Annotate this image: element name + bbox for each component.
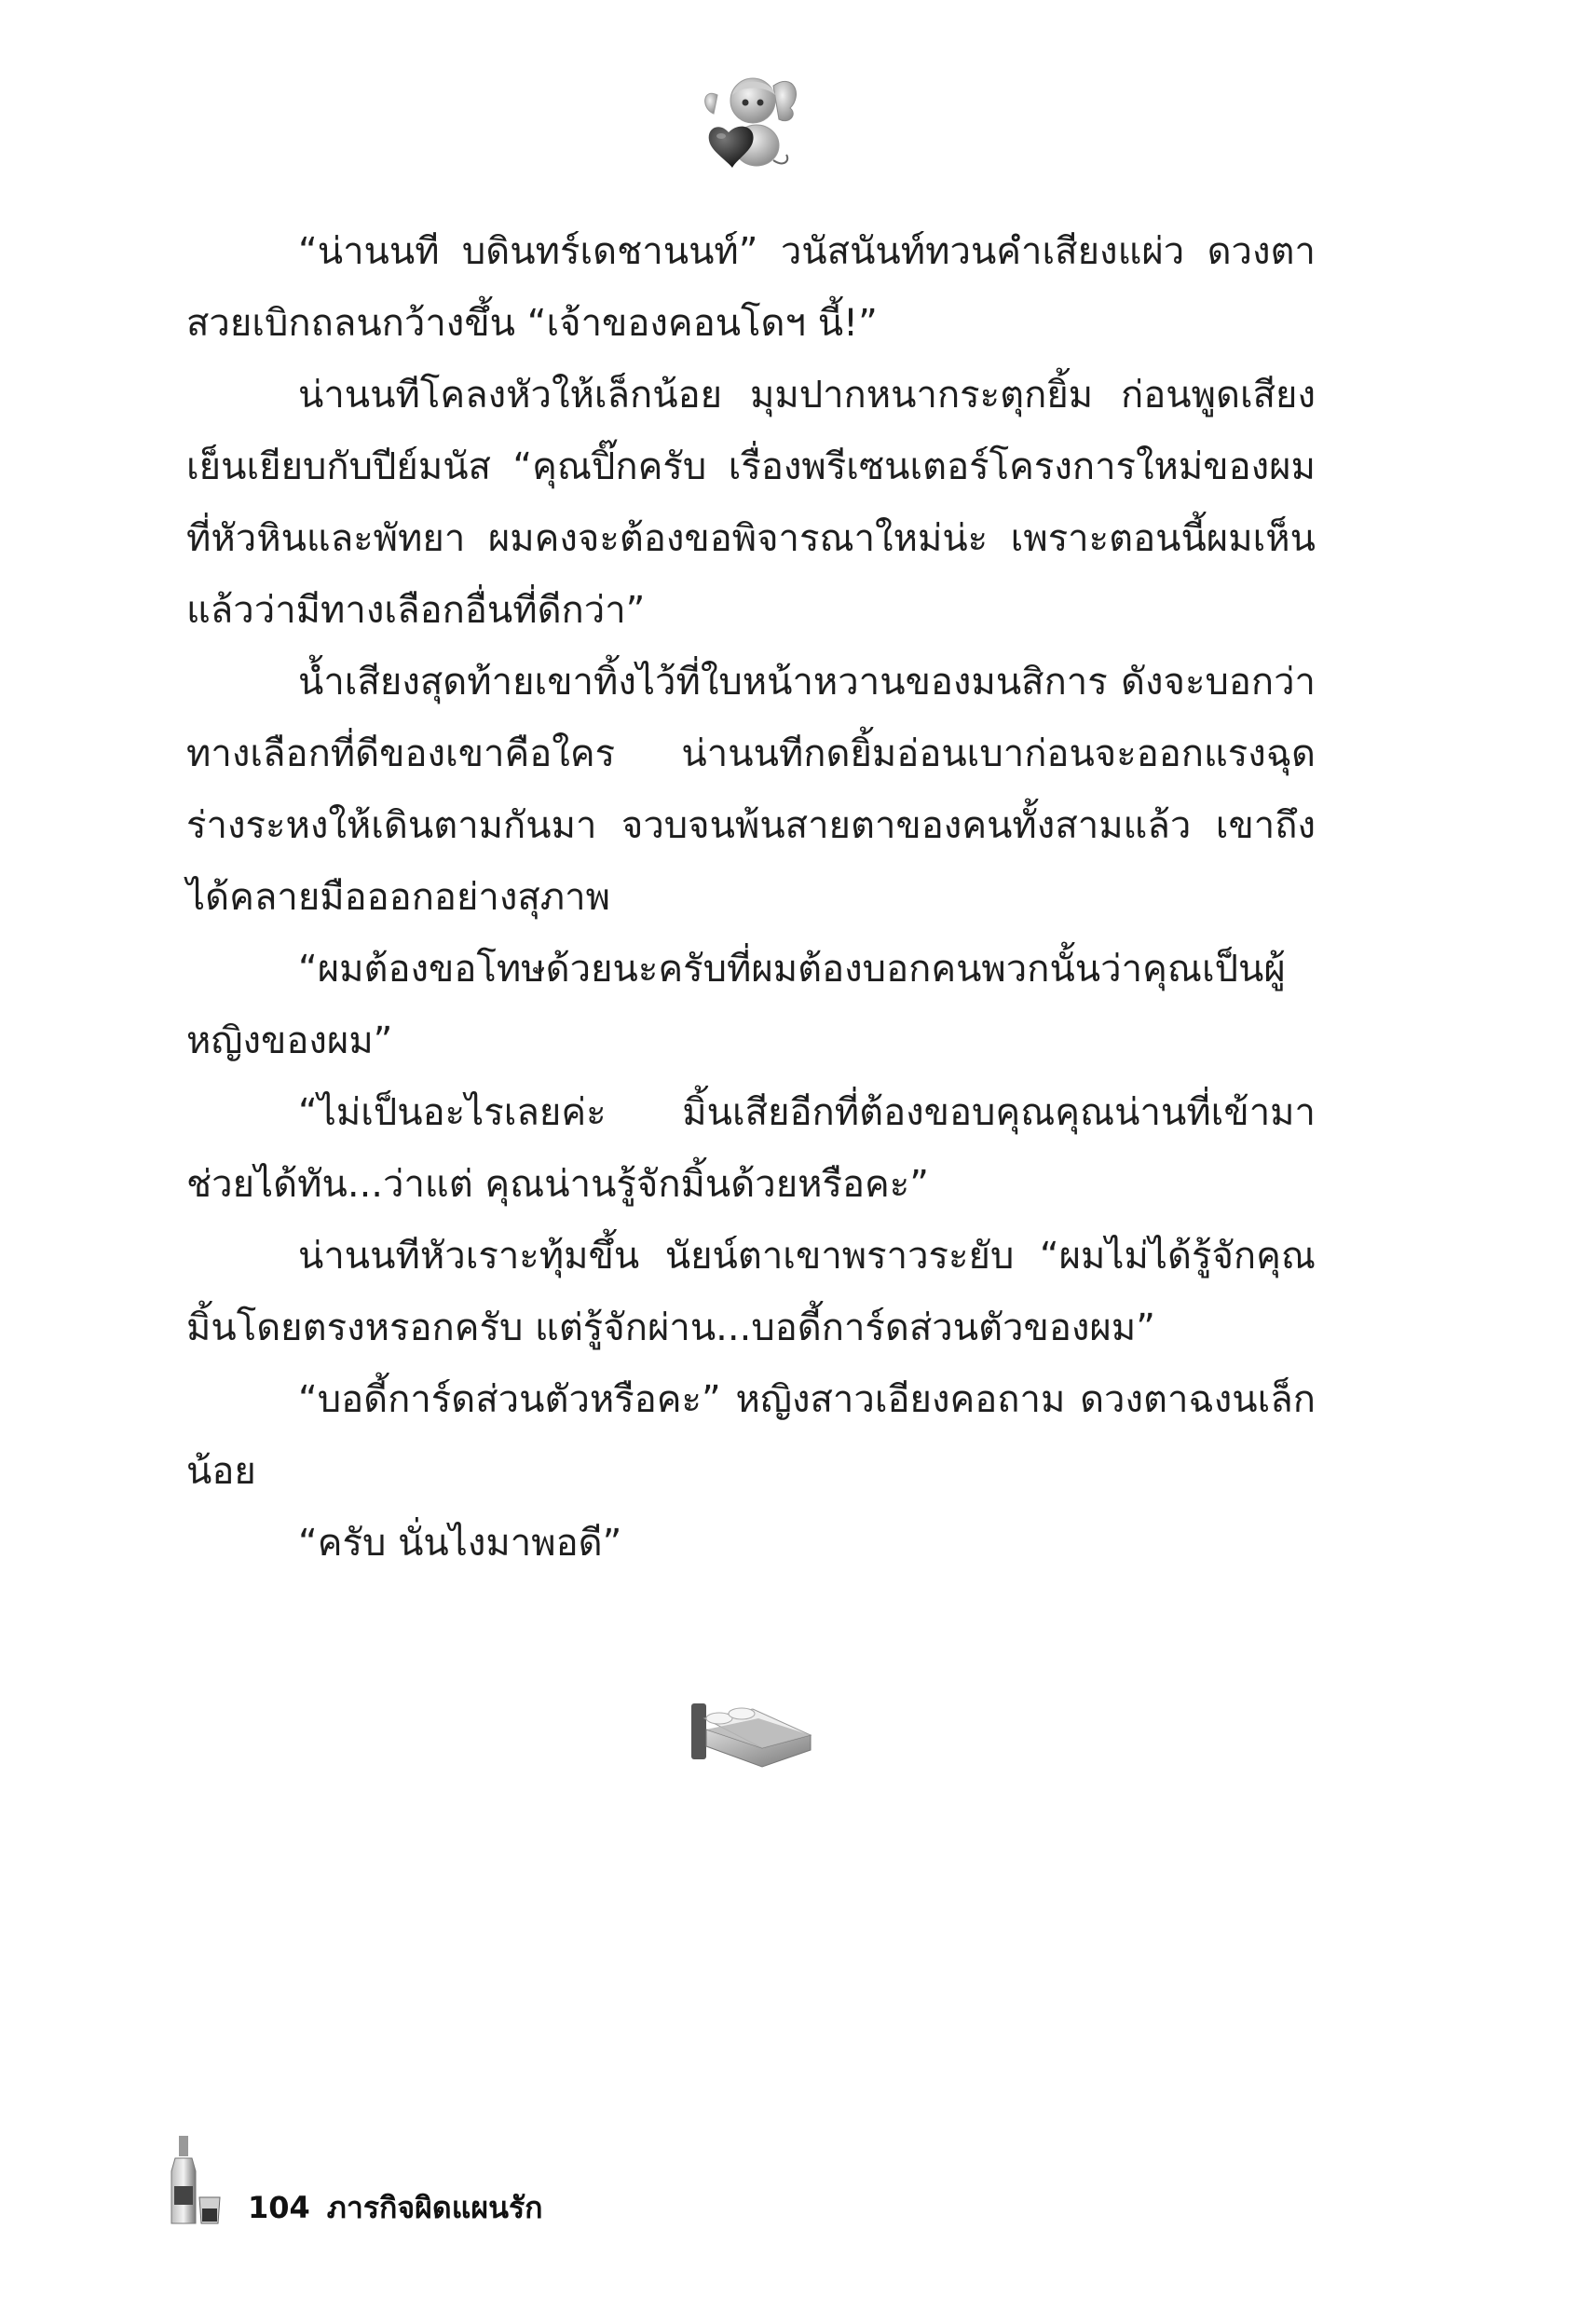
paragraph: “น่านนที บดินทร์เดชานนท์” วนัสนันท์ทวนคำเสียงแผ่ว ดวงตาสวยเบิกถลนกว้างขึ้น “เจ้าของคอนโดฯ นี้!”: [186, 230, 1316, 345]
paragraph: “ครับ นั่นไงมาพอดี”: [298, 1522, 622, 1565]
book-title: ภารกิจผิดแผนรัก: [326, 2190, 543, 2225]
bed-icon: [688, 1698, 814, 1772]
paragraph: น้ำเสียงสุดท้ายเขาทิ้งไว้ที่ใบหน้าหวานของมนสิการ ดังจะบอกว่าทางเลือกที่ดีของเขาคือใคร น่านนทีกดยิ้มอ่อนเบาก่อนจะออกแรงฉุดร่างระหงให้เดินตามกันมา จวบจนพ้นสายตาของคนทั้งสามแล้ว เขาถึงได้คลายมือออกอย่างสุภาพ: [186, 661, 1316, 919]
paragraph: น่านนทีหัวเราะทุ้มขึ้น นัยน์ตาเขาพราวระยับ “ผมไม่ได้รู้จักคุณมิ้นโดยตรงหรอกครับ แต่รู้จักผ่าน...บอดี้การ์ดส่วนตัวของผม”: [186, 1235, 1316, 1349]
folio: [248, 2184, 543, 2232]
paragraph: “ไม่เป็นอะไรเลยค่ะ มิ้นเสียอีกที่ต้องขอบคุณคุณน่านที่เข้ามาช่วยได้ทัน...ว่าแต่ คุณน่านรู้จักมิ้นด้วยหรือคะ”: [186, 1091, 1316, 1206]
paragraph: “บอดี้การ์ดส่วนตัวหรือคะ” หญิงสาวเอียงคอถาม ดวงตาฉงนเล็กน้อย: [186, 1378, 1316, 1493]
page-number: 104: [248, 2190, 310, 2225]
chapter-body: [186, 216, 1316, 1579]
paragraph: น่านนทีโคลงหัวให้เล็กน้อย มุมปากหนากระตุกยิ้ม ก่อนพูดเสียงเย็นเยียบกับปีย์มนัส “คุณปิ๊กครับ เรื่องพรีเซนเตอร์โครงการใหม่ของผมที่หัวหินและพัทยา ผมคงจะต้องขอพิจารณาใหม่น่ะ เพราะตอนนี้ผมเห็นแล้วว่ามีทางเลือกอื่นที่ดีกว่า”: [186, 374, 1316, 632]
bottle-glass-icon: [168, 2134, 225, 2227]
paragraph: “ผมต้องขอโทษด้วยนะครับที่ผมต้องบอกคนพวกนั้นว่าคุณเป็นผู้หญิงของผม”: [186, 948, 1286, 1062]
cupid-heart-icon: [701, 67, 803, 179]
page-footer: [168, 2134, 820, 2246]
